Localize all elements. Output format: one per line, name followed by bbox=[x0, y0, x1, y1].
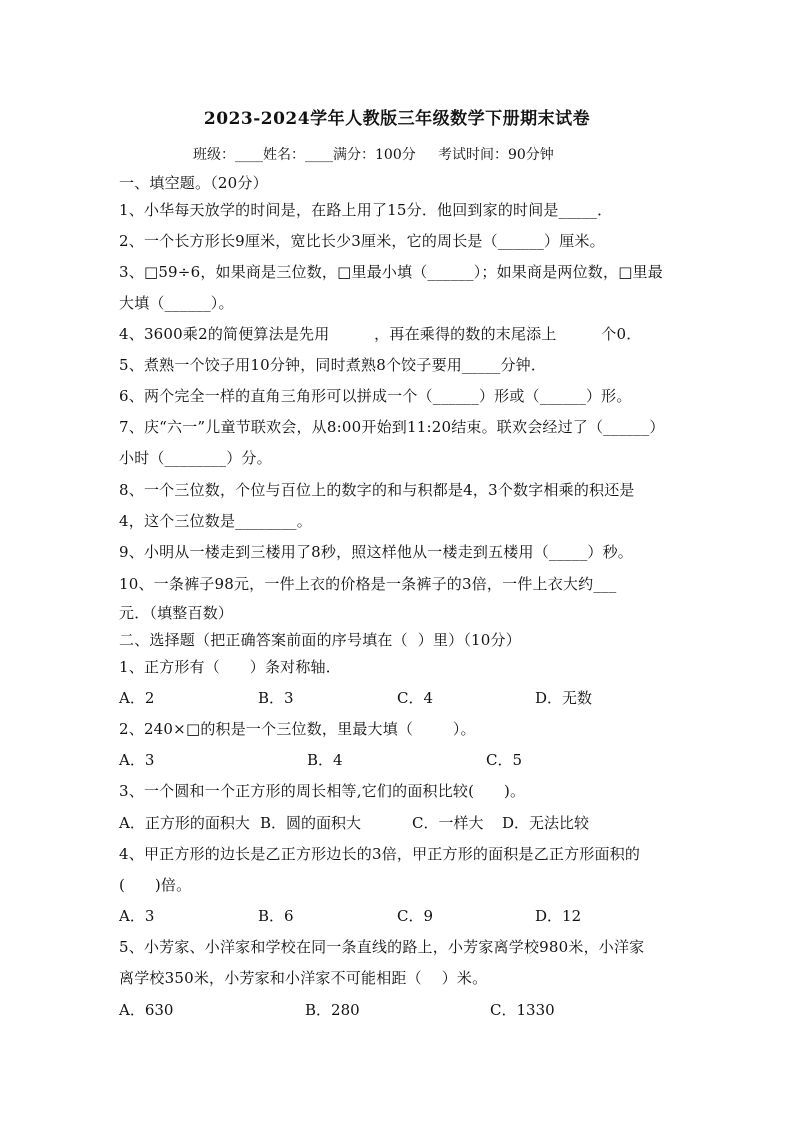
fill-line: 9、小明从一楼走到三楼用了8秒，照这样他从一楼走到五楼用（_____）秒。 bbox=[119, 543, 633, 561]
question-stem: 4、甲正方形的边长是乙正方形边长的3倍，甲正方形的面积是乙正方形面积的 bbox=[119, 845, 641, 863]
section-fill-heading: 一、填空题。（20分） bbox=[119, 174, 268, 192]
fill-line: 8、一个三位数，个位与百位上的数字的和与积都是4，3个数字相乘的积还是 bbox=[119, 481, 635, 499]
option-b: B．4 bbox=[307, 751, 343, 769]
fill-line: 10、一条裤子98元，一件上衣的价格是一条裤子的3倍，一件上衣大约___ bbox=[119, 575, 617, 593]
option-d: D．无法比较 bbox=[502, 814, 590, 832]
option-b: B．280 bbox=[305, 1001, 360, 1019]
option-a: A．630 bbox=[119, 1001, 174, 1019]
fill-line: 4、3600乘2的简便算法是先用 ，再在乘得的数的末尾添上 个0． bbox=[119, 325, 642, 343]
question-stem: 5、小芳家、小洋家和学校在同一条直线的路上，小芳家离学校980米，小洋家 bbox=[119, 938, 645, 956]
fill-line: 7、庆“六一”儿童节联欢会，从8:00开始到11:20结束。联欢会经过了（______） bbox=[119, 418, 665, 436]
option-a: A．3 bbox=[119, 907, 155, 925]
question-stem: 离学校350米，小芳家和小洋家不可能相距（ ）米。 bbox=[119, 969, 488, 987]
option-c: C．9 bbox=[397, 907, 434, 925]
fill-line: 6、两个完全一样的直角三角形可以拼成一个（______）形或（______）形。 bbox=[119, 387, 632, 405]
option-a: A．2 bbox=[119, 689, 155, 707]
option-c: C．一样大 bbox=[412, 814, 484, 832]
option-b: B．3 bbox=[258, 689, 294, 707]
option-b: B．圆的面积大 bbox=[260, 814, 362, 832]
option-a: A．正方形的面积大 bbox=[119, 814, 250, 832]
fill-line: 2、一个长方形长9厘米，宽比长少3厘米，它的周长是（______）厘米。 bbox=[119, 232, 605, 250]
fill-line: 4，这个三位数是________。 bbox=[119, 512, 312, 530]
question-stem: 1、正方形有（ ）条对称轴． bbox=[119, 658, 341, 676]
fill-line: 3、□59÷6，如果商是三位数，□里最小填（______）；如果商是两位数，□里最 bbox=[119, 263, 663, 281]
option-a: A．3 bbox=[119, 751, 155, 769]
option-c: C．4 bbox=[397, 689, 434, 707]
question-stem: 3、一个圆和一个正方形的周长相等,它们的面积比较( )。 bbox=[119, 782, 526, 800]
exam-title: 2023-2024学年人教版三年级数学下册期末试卷 bbox=[203, 109, 591, 129]
fill-line: 5、煮熟一个饺子用10分钟，同时煮熟8个饺子要用_____分钟． bbox=[119, 356, 547, 374]
fill-line: 元．（填整百数） bbox=[119, 604, 234, 622]
option-d: D．无数 bbox=[535, 689, 593, 707]
option-c: C．5 bbox=[486, 751, 523, 769]
fill-line: 小时（________）分。 bbox=[119, 449, 272, 467]
option-c: C．1330 bbox=[490, 1001, 555, 1019]
section-choice-heading: 二、选择题（把正确答案前面的序号填在（ ）里）（10分） bbox=[119, 631, 521, 649]
fill-line: 1、小华每天放学的时间是，在路上用了15分．他回到家的时间是_____． bbox=[119, 201, 613, 219]
option-b: B．6 bbox=[258, 907, 294, 925]
option-d: D．12 bbox=[535, 907, 582, 925]
question-stem: ( )倍。 bbox=[119, 876, 192, 894]
exam-info: 班级：____姓名：____满分：100分 考试时间：90分钟 bbox=[193, 147, 554, 163]
fill-line: 大填（______）。 bbox=[119, 294, 234, 312]
question-stem: 2、240×□的积是一个三位数，里最大填（ ）。 bbox=[119, 720, 476, 738]
